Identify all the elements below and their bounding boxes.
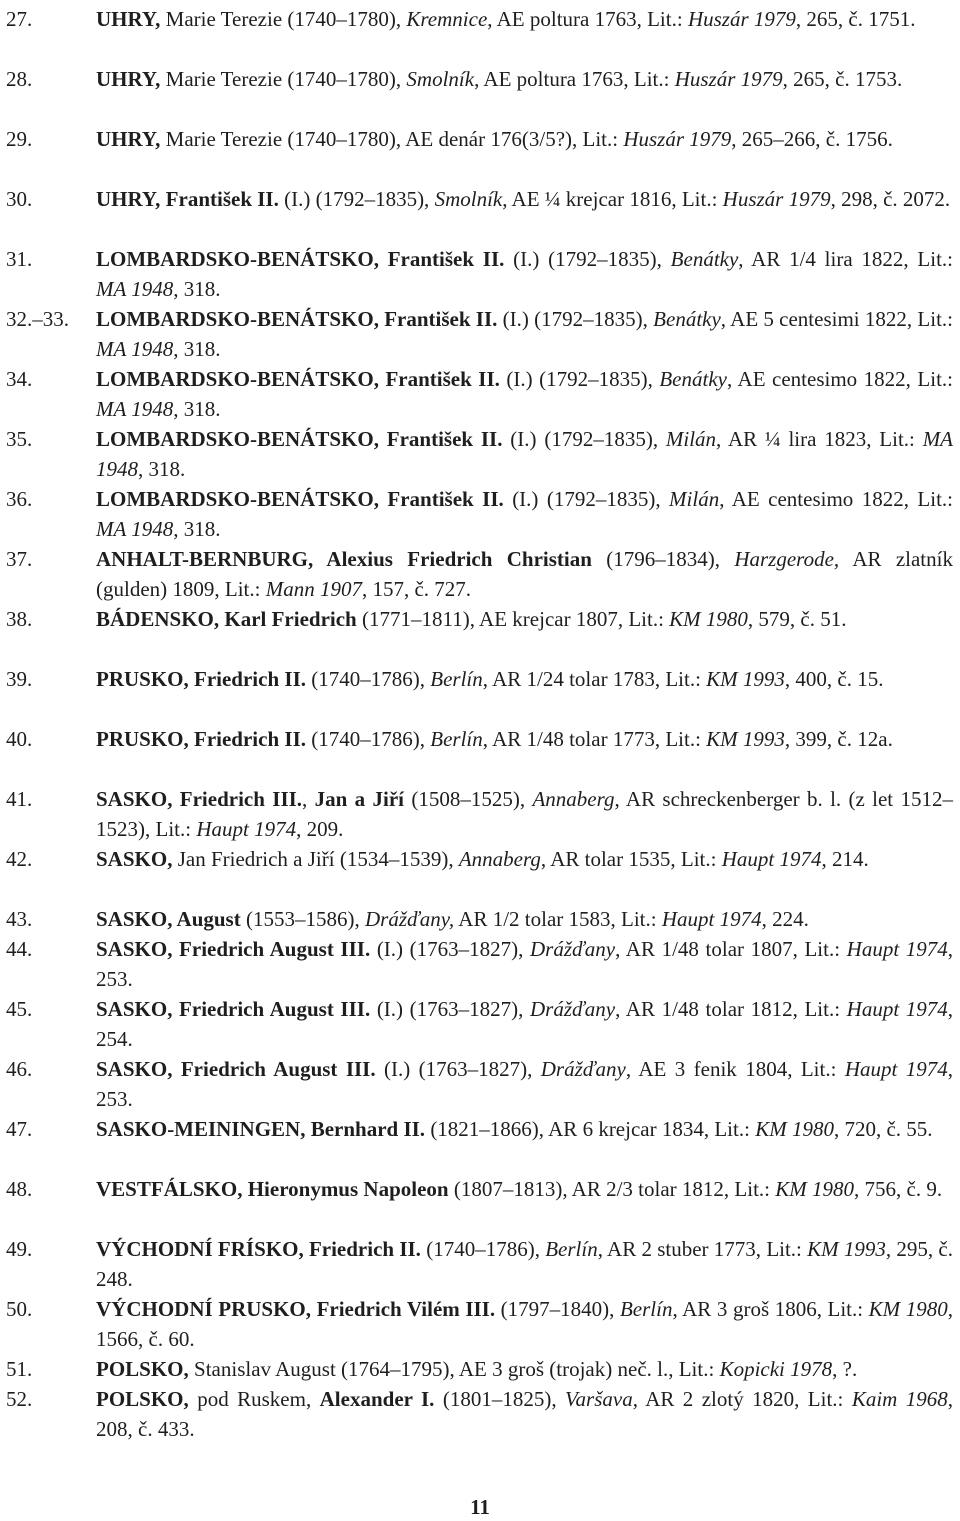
entry-text xyxy=(96,1384,953,1444)
entry-segment: , 265, č. 1751. xyxy=(795,7,916,31)
italic-reference: Haupt 1974 xyxy=(661,907,762,931)
entry-segment: , 208, č. 433. xyxy=(96,1387,953,1441)
italic-reference: Benátky xyxy=(659,367,727,391)
entry-segment: , AR 1/24 tolar 1783, Lit.: xyxy=(482,667,707,691)
entry-number: 29. xyxy=(6,127,33,151)
entry-number: 35. xyxy=(6,427,33,451)
entry-segment: , AE centesimo 1822, Lit.: xyxy=(719,487,953,511)
entry-segment: pod Ruskem, xyxy=(197,1387,320,1411)
entry-number: 32.–33. xyxy=(6,307,69,331)
entry-segment: (I.) (1792–1835), xyxy=(510,427,666,451)
entry-segment: , 400, č. 15. xyxy=(784,667,884,691)
italic-reference: Drážďany xyxy=(540,1057,626,1081)
entry-number: 50. xyxy=(6,1297,33,1321)
catalog-entry xyxy=(0,244,960,304)
entry-text xyxy=(96,724,953,754)
italic-reference: Benátky xyxy=(670,247,739,271)
entry-segment: , xyxy=(302,787,315,811)
entry-segment: , 224. xyxy=(761,907,809,931)
entry-segment: , AE ¼ krejcar 1816, Lit.: xyxy=(502,187,723,211)
entry-text xyxy=(96,1174,953,1204)
entry-segment: , AR tolar 1535, Lit.: xyxy=(540,847,722,871)
ruler-name: BÁDENSKO, Karl Friedrich xyxy=(96,607,362,631)
entry-number: 30. xyxy=(6,187,33,211)
ruler-name: SASKO, August xyxy=(96,907,246,931)
entry-text xyxy=(96,1054,953,1114)
italic-reference: Milán xyxy=(669,487,720,511)
ruler-name: LOMBARDSKO-BENÁTSKO, František II. xyxy=(96,367,507,391)
italic-reference: Huszár 1979 xyxy=(687,7,796,31)
italic-reference: Mann 1907 xyxy=(265,577,362,601)
entry-text xyxy=(96,1114,953,1144)
ruler-name: SASKO, xyxy=(96,847,178,871)
ruler-name: SASKO, Friedrich August III. xyxy=(96,1057,384,1081)
entry-number: 48. xyxy=(6,1177,33,1201)
ruler-name: ANHALT-BERNBURG, Alexius Friedrich Christian xyxy=(96,547,607,571)
catalog-entry xyxy=(0,184,960,214)
entry-text xyxy=(96,244,953,304)
ruler-name: VESTFÁLSKO, Hieronymus Napoleon xyxy=(96,1177,454,1201)
italic-reference: KM 1980 xyxy=(868,1297,948,1321)
italic-reference: KM 1980 xyxy=(775,1177,854,1201)
entry-segment: , 253. xyxy=(96,1057,953,1111)
entry-segment: (I.) (1792–1835), xyxy=(512,487,670,511)
catalog-entry xyxy=(0,724,960,754)
catalog-entry xyxy=(0,1384,960,1444)
ruler-name: LOMBARDSKO-BENÁTSKO, František II. xyxy=(96,307,503,331)
italic-reference: MA 1948 xyxy=(96,277,174,301)
entry-segment: Marie Terezie (1740–1780), xyxy=(165,67,407,91)
entry-text xyxy=(96,424,953,484)
entry-number: 49. xyxy=(6,1237,33,1261)
entry-segment: , 399, č. 12a. xyxy=(784,727,893,751)
entry-segment: , 318. xyxy=(173,337,221,361)
entry-text xyxy=(96,484,953,544)
catalog-entry xyxy=(0,484,960,544)
italic-reference: KM 1980 xyxy=(755,1117,834,1141)
italic-reference: KM 1993 xyxy=(706,667,785,691)
entry-segment: , AE poltura 1763, Lit.: xyxy=(487,7,688,31)
page-number: 11 xyxy=(470,1495,490,1519)
catalog-entry xyxy=(0,424,960,484)
entry-number: 41. xyxy=(6,787,33,811)
entry-segment: (1553–1586), xyxy=(245,907,365,931)
ruler-name: PRUSKO, Friedrich II. xyxy=(96,667,312,691)
entry-text xyxy=(96,664,953,694)
entry-number: 38. xyxy=(6,607,33,631)
italic-reference: MA 1948 xyxy=(96,517,174,541)
entry-text xyxy=(96,844,953,874)
entry-number: 36. xyxy=(6,487,33,511)
entry-segment: (1821–1866), AR 6 krejcar 1834, Lit.: xyxy=(430,1117,756,1141)
entry-segment: , AE centesimo 1822, Lit.: xyxy=(726,367,954,391)
entry-text xyxy=(96,904,953,934)
entry-segment: Marie Terezie (1740–1780), AE denár 176(3/5?), Lit.: xyxy=(165,127,624,151)
entry-segment: (I.) (1792–1835), xyxy=(506,367,660,391)
entry-number: 39. xyxy=(6,667,33,691)
entry-segment: , AE 5 centesimi 1822, Lit.: xyxy=(720,307,953,331)
entry-segment: , 318. xyxy=(173,277,221,301)
entry-segment: (I.) (1763–1827), xyxy=(383,1057,541,1081)
ruler-name: LOMBARDSKO-BENÁTSKO, František II. xyxy=(96,427,511,451)
entry-segment: AR 1/2 tolar 1583, Lit.: xyxy=(454,907,662,931)
entry-segment: , 265, č. 1753. xyxy=(782,67,903,91)
ruler-name: SASKO, Friedrich III. xyxy=(96,787,303,811)
italic-reference: Berlín xyxy=(430,727,483,751)
entry-number: 45. xyxy=(6,997,33,1021)
entry-segment: , AR 1/4 lira 1822, Lit.: xyxy=(738,247,954,271)
entry-text xyxy=(96,544,953,604)
ruler-name: Jan a Jiří xyxy=(314,787,412,811)
catalog-entry xyxy=(0,664,960,694)
entry-segment: , 1566, č. 60. xyxy=(96,1297,953,1351)
entry-segment: (I.) (1792–1835), xyxy=(284,187,435,211)
ruler-name: UHRY, xyxy=(96,67,166,91)
italic-reference: KM 1993 xyxy=(706,727,785,751)
entry-segment: (1771–1811), AE krejcar 1807, Lit.: xyxy=(362,607,670,631)
entry-segment: Marie Terezie (1740–1780), xyxy=(165,7,407,31)
catalog-entry xyxy=(0,994,960,1054)
entry-segment: , 318. xyxy=(173,397,221,421)
catalog-entry xyxy=(0,544,960,604)
entry-segment: , AR 1/48 tolar 1807, Lit.: xyxy=(615,937,847,961)
entry-text xyxy=(96,934,953,994)
italic-reference: Berlín xyxy=(430,667,483,691)
entry-segment: (1740–1786), xyxy=(311,727,431,751)
entry-text xyxy=(96,304,953,364)
italic-reference: Smolník xyxy=(434,187,503,211)
catalog-entry xyxy=(0,1054,960,1114)
catalog-entry xyxy=(0,64,960,94)
ruler-name: VÝCHODNÍ FRÍSKO, Friedrich II. xyxy=(96,1237,427,1261)
catalog-entry xyxy=(0,364,960,424)
entry-number: 40. xyxy=(6,727,33,751)
italic-reference: Kaim 1968 xyxy=(851,1387,948,1411)
entry-segment: , AE poltura 1763, Lit.: xyxy=(474,67,675,91)
italic-reference: Annaberg xyxy=(532,787,615,811)
italic-reference: Kremnice xyxy=(406,7,488,31)
entry-number: 31. xyxy=(6,247,33,271)
italic-reference: Haupt 1974 xyxy=(844,1057,948,1081)
entry-segment: (1796–1834), xyxy=(606,547,735,571)
ruler-name: LOMBARDSKO-BENÁTSKO, František II. xyxy=(96,247,514,271)
italic-reference: Berlín xyxy=(545,1237,598,1261)
entry-segment: , AR 1/48 tolar 1812, Lit.: xyxy=(615,997,847,1021)
entry-text xyxy=(96,994,953,1054)
entry-segment: , 253. xyxy=(96,937,954,991)
catalog-entry xyxy=(0,1294,960,1354)
entry-segment: (1740–1786), xyxy=(426,1237,546,1261)
ruler-name: POLSKO, xyxy=(96,1387,198,1411)
italic-reference: Kopicki 1978 xyxy=(719,1357,833,1381)
entry-text xyxy=(96,604,953,634)
italic-reference: Drážďany xyxy=(530,937,616,961)
entry-text xyxy=(96,184,953,214)
catalog-entry xyxy=(0,1114,960,1144)
entry-text xyxy=(96,64,953,94)
italic-reference: Annaberg xyxy=(458,847,541,871)
catalog-entry xyxy=(0,604,960,634)
entry-segment: , 318. xyxy=(173,517,221,541)
catalog-entry xyxy=(0,124,960,154)
italic-reference: Smolník xyxy=(406,67,475,91)
ruler-name: PRUSKO, Friedrich II. xyxy=(96,727,312,751)
entry-segment: , 265–266, č. 1756. xyxy=(731,127,893,151)
italic-reference: Haupt 1974 xyxy=(846,937,948,961)
italic-reference: Huszár 1979 xyxy=(722,187,831,211)
catalog-entry xyxy=(0,844,960,874)
italic-reference: KM 1980 xyxy=(669,607,748,631)
catalog-entry xyxy=(0,4,960,34)
ruler-name: Alexander I. xyxy=(319,1387,443,1411)
entry-segment: , AR 1/48 tolar 1773, Lit.: xyxy=(482,727,707,751)
entry-segment: (1740–1786), xyxy=(311,667,431,691)
entry-segment: (I.) (1763–1827), xyxy=(376,937,530,961)
ruler-name: VÝCHODNÍ PRUSKO, Friedrich Vilém III. xyxy=(96,1297,501,1321)
italic-reference: Benátky xyxy=(653,307,721,331)
italic-reference: Drážďany, xyxy=(364,907,455,931)
ruler-name: UHRY, xyxy=(96,127,166,151)
italic-reference: Drážďany xyxy=(530,997,616,1021)
entry-segment: , AR zlatník (gulden) 1809, Lit.: xyxy=(96,547,953,601)
entry-segment: , 720, č. 55. xyxy=(833,1117,933,1141)
entry-segment: , AR 3 groš 1806, Lit.: xyxy=(672,1297,869,1321)
entry-segment: , 295, č. 248. xyxy=(96,1237,954,1291)
entry-number: 34. xyxy=(6,367,33,391)
entry-segment: , AR 2 stuber 1773, Lit.: xyxy=(597,1237,808,1261)
entry-number: 42. xyxy=(6,847,33,871)
entry-segment: , ?. xyxy=(832,1357,858,1381)
entry-number: 47. xyxy=(6,1117,33,1141)
entry-segment: , 157, č. 727. xyxy=(361,577,472,601)
catalog-entry xyxy=(0,784,960,844)
entry-segment: (I.) (1792–1835), xyxy=(513,247,671,271)
entry-segment: , AR schreckenberger b. l. (z let 1512–1523), Lit.: xyxy=(96,787,953,841)
ruler-name: UHRY, xyxy=(96,7,166,31)
italic-reference: MA 1948 xyxy=(96,337,174,361)
entry-number: 28. xyxy=(6,67,33,91)
entry-segment: (I.) (1792–1835), xyxy=(502,307,654,331)
ruler-name: SASKO, Friedrich August III. xyxy=(96,937,377,961)
catalog-entry xyxy=(0,934,960,994)
entry-segment: , AR 2 zlotý 1820, Lit.: xyxy=(632,1387,852,1411)
entry-segment: , 214. xyxy=(821,847,869,871)
italic-reference: Huszár 1979 xyxy=(674,67,783,91)
entry-segment: Jan Friedrich a Jiří (1534–1539), xyxy=(177,847,459,871)
italic-reference: MA 1948 xyxy=(96,427,954,481)
ruler-name: UHRY, František II. xyxy=(96,187,285,211)
ruler-name: SASKO, Friedrich August III. xyxy=(96,997,377,1021)
entry-text xyxy=(96,1354,953,1384)
italic-reference: Varšava xyxy=(565,1387,633,1411)
entry-segment: , AR ¼ lira 1823, Lit.: xyxy=(716,427,923,451)
ruler-name: SASKO-MEININGEN, Bernhard II. xyxy=(96,1117,431,1141)
italic-reference: Berlín xyxy=(619,1297,673,1321)
entry-text xyxy=(96,1234,953,1294)
entry-number: 43. xyxy=(6,907,33,931)
entry-text xyxy=(96,4,953,34)
entry-segment: (1508–1525), xyxy=(411,787,533,811)
entry-segment: , AE 3 fenik 1804, Lit.: xyxy=(625,1057,845,1081)
entry-number: 27. xyxy=(6,7,33,31)
entry-number: 52. xyxy=(6,1387,33,1411)
entry-segment: (I.) (1763–1827), xyxy=(376,997,530,1021)
entry-text xyxy=(96,784,953,844)
italic-reference: Haupt 1974 xyxy=(846,997,948,1021)
entry-number: 37. xyxy=(6,547,33,571)
catalog-entry xyxy=(0,304,960,364)
italic-reference: Haupt 1974 xyxy=(721,847,822,871)
ruler-name: LOMBARDSKO-BENÁTSKO, František II. xyxy=(96,487,513,511)
catalog-entry xyxy=(0,904,960,934)
entry-segment: , 298, č. 2072. xyxy=(830,187,951,211)
entry-segment: , 254. xyxy=(96,997,954,1051)
entry-number: 46. xyxy=(6,1057,33,1081)
catalog-entry xyxy=(0,1234,960,1294)
ruler-name: POLSKO, xyxy=(96,1357,195,1381)
entry-number: 44. xyxy=(6,937,33,961)
entry-segment: , 756, č. 9. xyxy=(854,1177,943,1201)
entry-segment: (1807–1813), AR 2/3 tolar 1812, Lit.: xyxy=(453,1177,776,1201)
entry-text xyxy=(96,124,953,154)
italic-reference: Milán xyxy=(665,427,717,451)
entry-segment: , 209. xyxy=(296,817,344,841)
catalog-entry xyxy=(0,1174,960,1204)
entry-segment: (1797–1840), xyxy=(500,1297,620,1321)
entry-number: 51. xyxy=(6,1357,33,1381)
entry-segment: (1801–1825), xyxy=(442,1387,566,1411)
entry-text xyxy=(96,364,953,424)
entry-segment: Stanislav August (1764–1795), AE 3 groš (trojak) neč. l., Lit.: xyxy=(194,1357,720,1381)
italic-reference: KM 1993 xyxy=(807,1237,886,1261)
entry-segment: , 579, č. 51. xyxy=(747,607,847,631)
italic-reference: Huszár 1979 xyxy=(623,127,732,151)
italic-reference: MA 1948 xyxy=(96,397,174,421)
entry-segment: , 318. xyxy=(138,457,186,481)
entry-text xyxy=(96,1294,953,1354)
italic-reference: Haupt 1974 xyxy=(196,817,297,841)
catalog-entry xyxy=(0,1354,960,1384)
italic-reference: Harzgerode xyxy=(734,547,834,571)
